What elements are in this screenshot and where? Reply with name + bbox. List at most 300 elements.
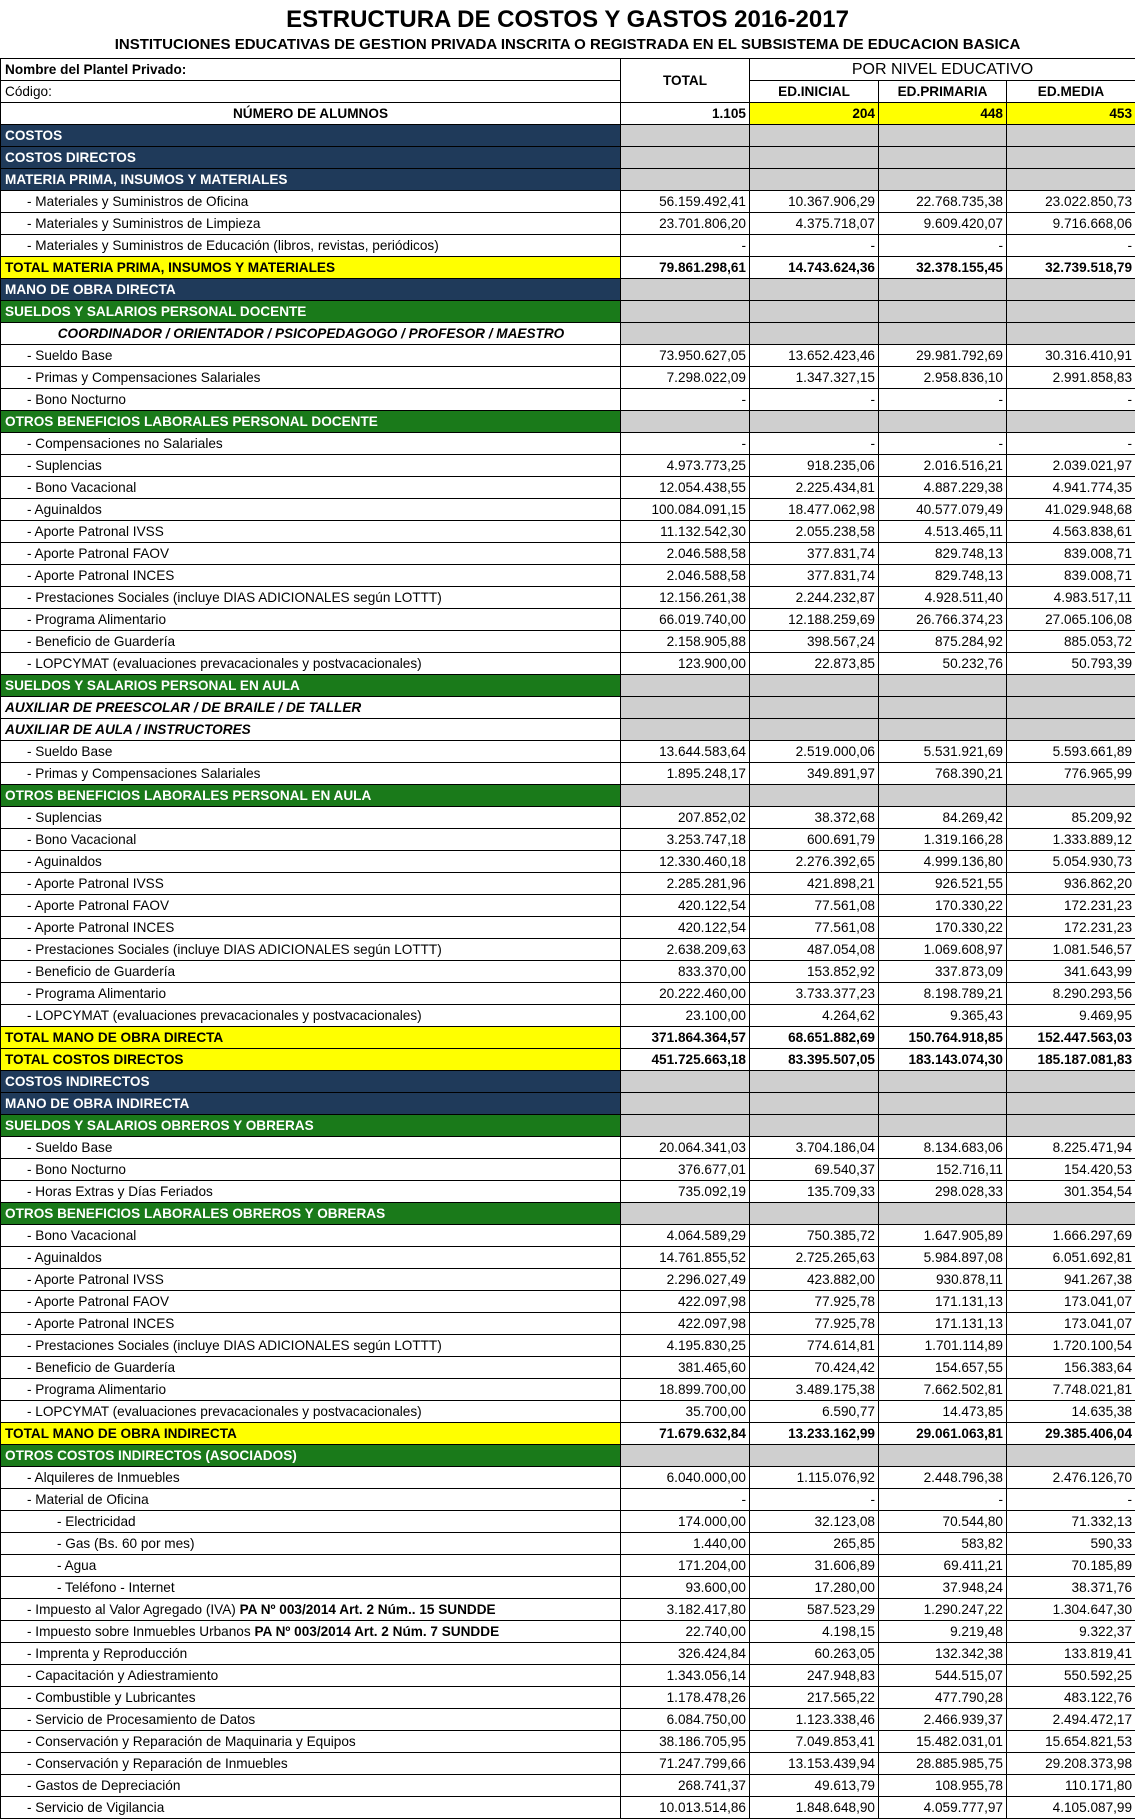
value-cell: 2.991.858,83 [1007, 367, 1135, 389]
empty-cell [621, 169, 750, 191]
value-cell: 371.864.364,57 [621, 1027, 750, 1049]
value-cell: 71.247.799,66 [621, 1753, 750, 1775]
value-cell: 26.766.374,23 [879, 609, 1007, 631]
value-cell: 268.741,37 [621, 1775, 750, 1797]
table-row [1, 301, 1135, 323]
value-cell: 829.748,13 [879, 543, 1007, 565]
value-cell: 936.862,20 [1007, 873, 1135, 895]
value-cell: 152.447.563,03 [1007, 1027, 1135, 1049]
table-row [1, 1753, 1135, 1775]
line-item-label: - Gas (Bs. 60 por mes) [1, 1533, 621, 1555]
empty-cell [879, 1445, 1007, 1467]
line-item-label: - Aporte Patronal INCES [1, 565, 621, 587]
line-item-label: - Materiales y Suministros de Limpieza [1, 213, 621, 235]
value-cell: 600.691,79 [750, 829, 879, 851]
value-cell: 7.049.853,41 [750, 1731, 879, 1753]
line-item-label: - Aguinaldos [1, 851, 621, 873]
value-cell: 69.411,21 [879, 1555, 1007, 1577]
value-cell: 5.531.921,69 [879, 741, 1007, 763]
value-cell: 84.269,42 [879, 807, 1007, 829]
line-item-label: - Teléfono - Internet [1, 1577, 621, 1599]
subsection-header: OTROS BENEFICIOS LABORALES PERSONAL DOCENTE [1, 411, 621, 433]
value-cell: 79.861.298,61 [621, 257, 750, 279]
line-item-label: - Aguinaldos [1, 499, 621, 521]
value-cell: 247.948,83 [750, 1665, 879, 1687]
empty-cell [621, 323, 750, 345]
table-row [1, 719, 1135, 741]
value-cell: 6.040.000,00 [621, 1467, 750, 1489]
line-item-label: - Materiales y Suministros de Educación (libros, revistas, periódicos) [1, 235, 621, 257]
table-row [1, 939, 1135, 961]
value-cell: 477.790,28 [879, 1687, 1007, 1709]
value-cell: 1.895.248,17 [621, 763, 750, 785]
value-cell: 829.748,13 [879, 565, 1007, 587]
value-cell: 40.577.079,49 [879, 499, 1007, 521]
alumnos-primaria: 448 [879, 103, 1007, 125]
empty-cell [621, 1445, 750, 1467]
col-header-primaria: ED.PRIMARIA [879, 81, 1007, 103]
value-cell: 14.635,38 [1007, 1401, 1135, 1423]
table-row [1, 125, 1135, 147]
value-cell: 15.654.821,53 [1007, 1731, 1135, 1753]
empty-cell [750, 169, 879, 191]
value-cell: - [879, 433, 1007, 455]
table-row [1, 1577, 1135, 1599]
table-row [1, 411, 1135, 433]
document-subtitle: INSTITUCIONES EDUCATIVAS DE GESTION PRIVADA INSCRITA O REGISTRADA EN EL SUBSISTEMA DE EDUCACION BASICA [0, 36, 1135, 58]
col-header-inicial: ED.INICIAL [750, 81, 879, 103]
empty-cell [879, 323, 1007, 345]
total-label: TOTAL MATERIA PRIMA, INSUMOS Y MATERIALES [1, 257, 621, 279]
subsection-header: OTROS BENEFICIOS LABORALES PERSONAL EN AULA [1, 785, 621, 807]
table-row [1, 1731, 1135, 1753]
table-row [1, 1005, 1135, 1027]
table-row [1, 587, 1135, 609]
value-cell: 420.122,54 [621, 895, 750, 917]
value-cell: 926.521,55 [879, 873, 1007, 895]
value-cell: 422.097,98 [621, 1313, 750, 1335]
value-cell: 66.019.740,00 [621, 609, 750, 631]
total-label: TOTAL COSTOS DIRECTOS [1, 1049, 621, 1071]
line-item-label: - Beneficio de Guardería [1, 961, 621, 983]
value-cell: 341.643,99 [1007, 961, 1135, 983]
empty-cell [879, 169, 1007, 191]
table-row [1, 1335, 1135, 1357]
line-item-label: - Aporte Patronal FAOV [1, 1291, 621, 1313]
line-item-label: - Aporte Patronal INCES [1, 917, 621, 939]
value-cell: 29.208.373,98 [1007, 1753, 1135, 1775]
value-cell: 4.887.229,38 [879, 477, 1007, 499]
table-row [1, 653, 1135, 675]
subsection-header: OTROS BENEFICIOS LABORALES OBREROS Y OBRERAS [1, 1203, 621, 1225]
value-cell: 14.761.855,52 [621, 1247, 750, 1269]
value-cell: 1.848.648,90 [750, 1797, 879, 1819]
subsection-header: OTROS COSTOS INDIRECTOS (ASOCIADOS) [1, 1445, 621, 1467]
empty-cell [1007, 1445, 1135, 1467]
value-cell: 487.054,08 [750, 939, 879, 961]
value-cell: 23.100,00 [621, 1005, 750, 1027]
value-cell: 156.383,64 [1007, 1357, 1135, 1379]
empty-cell [750, 125, 879, 147]
line-item-label: - Programa Alimentario [1, 983, 621, 1005]
value-cell: 1.440,00 [621, 1533, 750, 1555]
value-cell: 2.039.021,97 [1007, 455, 1135, 477]
value-cell: 20.064.341,03 [621, 1137, 750, 1159]
empty-cell [1007, 125, 1135, 147]
table-row [1, 675, 1135, 697]
value-cell: 2.476.126,70 [1007, 1467, 1135, 1489]
value-cell: 77.561,08 [750, 917, 879, 939]
value-cell: 839.008,71 [1007, 565, 1135, 587]
line-item-label: - Suplencias [1, 455, 621, 477]
line-item-label: - Impuesto sobre Inmuebles Urbanos PA Nº 003/2014 Art. 2 Núm. 7 SUNDDE [1, 1621, 621, 1643]
line-item-label: - Aporte Patronal FAOV [1, 895, 621, 917]
value-cell: 153.852,92 [750, 961, 879, 983]
empty-cell [1007, 1203, 1135, 1225]
value-cell: 590,33 [1007, 1533, 1135, 1555]
value-cell: 12.156.261,38 [621, 587, 750, 609]
value-cell: 9.322,37 [1007, 1621, 1135, 1643]
value-cell: 1.333.889,12 [1007, 829, 1135, 851]
value-cell: 22.873,85 [750, 653, 879, 675]
value-cell: 50.232,76 [879, 653, 1007, 675]
empty-cell [750, 323, 879, 345]
empty-cell [879, 1093, 1007, 1115]
line-item-label: - Bono Nocturno [1, 389, 621, 411]
table-row [1, 1247, 1135, 1269]
value-cell: 154.657,55 [879, 1357, 1007, 1379]
value-cell: 875.284,92 [879, 631, 1007, 653]
value-cell: 1.720.100,54 [1007, 1335, 1135, 1357]
table-row [1, 1049, 1135, 1071]
value-cell: 12.188.259,69 [750, 609, 879, 631]
line-item-label: - Aporte Patronal IVSS [1, 873, 621, 895]
value-cell: 550.592,25 [1007, 1665, 1135, 1687]
table-row [1, 279, 1135, 301]
table-row [1, 1621, 1135, 1643]
value-cell: 29.981.792,69 [879, 345, 1007, 367]
empty-cell [1007, 785, 1135, 807]
line-item-label: - Aguinaldos [1, 1247, 621, 1269]
line-item-label: - Servicio de Procesamiento de Datos [1, 1709, 621, 1731]
empty-cell [1007, 1071, 1135, 1093]
table-row [1, 323, 1135, 345]
value-cell: 68.651.882,69 [750, 1027, 879, 1049]
line-item-label: - Alquileres de Inmuebles [1, 1467, 621, 1489]
value-cell: 2.519.000,06 [750, 741, 879, 763]
value-cell: 2.046.588,58 [621, 543, 750, 565]
value-cell: 9.716.668,06 [1007, 213, 1135, 235]
value-cell: 1.319.166,28 [879, 829, 1007, 851]
value-cell: 1.290.247,22 [879, 1599, 1007, 1621]
value-cell: 4.264,62 [750, 1005, 879, 1027]
value-cell: 13.233.162,99 [750, 1423, 879, 1445]
value-cell: 135.709,33 [750, 1181, 879, 1203]
empty-cell [879, 785, 1007, 807]
table-row [1, 1115, 1135, 1137]
value-cell: 3.489.175,38 [750, 1379, 879, 1401]
plantel-label: Nombre del Plantel Privado: [1, 59, 621, 81]
value-cell: 750.385,72 [750, 1225, 879, 1247]
table-row [1, 367, 1135, 389]
table-row [1, 1379, 1135, 1401]
empty-cell [1007, 675, 1135, 697]
empty-cell [750, 785, 879, 807]
value-cell: 171.131,13 [879, 1313, 1007, 1335]
value-cell: 930.878,11 [879, 1269, 1007, 1291]
value-cell: 4.563.838,61 [1007, 521, 1135, 543]
line-item-label: - Aporte Patronal INCES [1, 1313, 621, 1335]
value-cell: - [750, 1489, 879, 1511]
value-cell: 77.925,78 [750, 1313, 879, 1335]
value-cell: 38.372,68 [750, 807, 879, 829]
value-cell: - [621, 1489, 750, 1511]
value-cell: 2.494.472,17 [1007, 1709, 1135, 1731]
alumnos-total: 1.105 [621, 103, 750, 125]
table-row [1, 1027, 1135, 1049]
subsection-header: SUELDOS Y SALARIOS PERSONAL EN AULA [1, 675, 621, 697]
value-cell: 4.928.511,40 [879, 587, 1007, 609]
value-cell: 27.065.106,08 [1007, 609, 1135, 631]
value-cell: 1.647.905,89 [879, 1225, 1007, 1247]
value-cell: 77.925,78 [750, 1291, 879, 1313]
empty-cell [1007, 411, 1135, 433]
line-item-label: - Electricidad [1, 1511, 621, 1533]
value-cell: 2.016.516,21 [879, 455, 1007, 477]
line-item-label: - Primas y Compensaciones Salariales [1, 367, 621, 389]
empty-cell [621, 675, 750, 697]
value-cell: 13.644.583,64 [621, 741, 750, 763]
value-cell: 123.900,00 [621, 653, 750, 675]
table-row [1, 1555, 1135, 1577]
empty-cell [879, 719, 1007, 741]
empty-cell [621, 125, 750, 147]
total-label: TOTAL MANO DE OBRA INDIRECTA [1, 1423, 621, 1445]
line-item-label: - Sueldo Base [1, 741, 621, 763]
empty-cell [879, 675, 1007, 697]
table-row [1, 257, 1135, 279]
empty-cell [621, 301, 750, 323]
value-cell: 1.701.114,89 [879, 1335, 1007, 1357]
table-row [1, 169, 1135, 191]
table-row [1, 697, 1135, 719]
empty-cell [621, 785, 750, 807]
empty-cell [750, 1445, 879, 1467]
table-row [1, 895, 1135, 917]
value-cell: 50.793,39 [1007, 653, 1135, 675]
line-item-label: - Programa Alimentario [1, 1379, 621, 1401]
empty-cell [1007, 697, 1135, 719]
value-cell: 774.614,81 [750, 1335, 879, 1357]
value-cell: 170.330,22 [879, 895, 1007, 917]
table-row [1, 807, 1135, 829]
codigo-label: Código: [1, 81, 621, 103]
table-row [1, 1423, 1135, 1445]
value-cell: 32.739.518,79 [1007, 257, 1135, 279]
value-cell: 918.235,06 [750, 455, 879, 477]
table-row [1, 1203, 1135, 1225]
value-cell: 71.332,13 [1007, 1511, 1135, 1533]
empty-cell [879, 125, 1007, 147]
value-cell: 4.059.777,97 [879, 1797, 1007, 1819]
value-cell: 13.652.423,46 [750, 345, 879, 367]
value-cell: 172.231,23 [1007, 917, 1135, 939]
value-cell: 377.831,74 [750, 543, 879, 565]
table-row [1, 917, 1135, 939]
value-cell: 2.046.588,58 [621, 565, 750, 587]
value-cell: 4.105.087,99 [1007, 1797, 1135, 1819]
empty-cell [879, 697, 1007, 719]
empty-cell [621, 697, 750, 719]
value-cell: 6.084.750,00 [621, 1709, 750, 1731]
value-cell: - [750, 389, 879, 411]
table-row [1, 1093, 1135, 1115]
table-row [1, 345, 1135, 367]
value-cell: 5.984.897,08 [879, 1247, 1007, 1269]
value-cell: 37.948,24 [879, 1577, 1007, 1599]
value-cell: 38.371,76 [1007, 1577, 1135, 1599]
table-row [1, 983, 1135, 1005]
value-cell: - [1007, 1489, 1135, 1511]
value-cell: 49.613,79 [750, 1775, 879, 1797]
empty-cell [750, 1115, 879, 1137]
value-cell: 1.081.546,57 [1007, 939, 1135, 961]
total-column-header: TOTAL [621, 59, 750, 103]
value-cell: 583,82 [879, 1533, 1007, 1555]
table-row [1, 609, 1135, 631]
value-cell: - [1007, 433, 1135, 455]
line-item-label: - Prestaciones Sociales (incluye DIAS ADICIONALES según LOTTT) [1, 939, 621, 961]
table-row [1, 1071, 1135, 1093]
value-cell: 422.097,98 [621, 1291, 750, 1313]
value-cell: 2.638.209,63 [621, 939, 750, 961]
value-cell: 150.764.918,85 [879, 1027, 1007, 1049]
value-cell: 173.041,07 [1007, 1291, 1135, 1313]
table-row [1, 631, 1135, 653]
empty-cell [879, 1115, 1007, 1137]
value-cell: 7.298.022,09 [621, 367, 750, 389]
section-header: COSTOS INDIRECTOS [1, 1071, 621, 1093]
value-cell: - [879, 389, 1007, 411]
value-cell: 1.069.608,97 [879, 939, 1007, 961]
line-item-label: - Compensaciones no Salariales [1, 433, 621, 455]
table-row [1, 741, 1135, 763]
value-cell: 3.182.417,80 [621, 1599, 750, 1621]
value-cell: 1.343.056,14 [621, 1665, 750, 1687]
table-row [1, 1225, 1135, 1247]
alumnos-inicial: 204 [750, 103, 879, 125]
empty-cell [621, 411, 750, 433]
value-cell: 587.523,29 [750, 1599, 879, 1621]
line-item-label: - Materiales y Suministros de Oficina [1, 191, 621, 213]
table-row [1, 543, 1135, 565]
line-item-label: - Primas y Compensaciones Salariales [1, 763, 621, 785]
empty-cell [879, 279, 1007, 301]
table-row [1, 389, 1135, 411]
value-cell: 3.733.377,23 [750, 983, 879, 1005]
value-cell: 18.477.062,98 [750, 499, 879, 521]
value-cell: 421.898,21 [750, 873, 879, 895]
value-cell: 2.466.939,37 [879, 1709, 1007, 1731]
value-cell: 207.852,02 [621, 807, 750, 829]
value-cell: 171.131,13 [879, 1291, 1007, 1313]
empty-cell [1007, 169, 1135, 191]
line-item-label: - Conservación y Reparación de Maquinaria y Equipos [1, 1731, 621, 1753]
value-cell: 31.606,89 [750, 1555, 879, 1577]
value-cell: 28.885.985,75 [879, 1753, 1007, 1775]
empty-cell [621, 279, 750, 301]
line-item-label: - Servicio de Vigilancia [1, 1797, 621, 1819]
value-cell: 265,85 [750, 1533, 879, 1555]
line-item-label: - Aporte Patronal IVSS [1, 1269, 621, 1291]
empty-cell [879, 301, 1007, 323]
value-cell: 170.330,22 [879, 917, 1007, 939]
value-cell: 381.465,60 [621, 1357, 750, 1379]
position-group-label: AUXILIAR DE AULA / INSTRUCTORES [1, 719, 621, 741]
value-cell: 15.482.031,01 [879, 1731, 1007, 1753]
line-item-label: - LOPCYMAT (evaluaciones prevacacionales y postvacacionales) [1, 1005, 621, 1027]
value-cell: 30.316.410,91 [1007, 345, 1135, 367]
value-cell: - [621, 433, 750, 455]
value-cell: 174.000,00 [621, 1511, 750, 1533]
value-cell: 4.941.774,35 [1007, 477, 1135, 499]
value-cell: 3.704.186,04 [750, 1137, 879, 1159]
value-cell: 69.540,37 [750, 1159, 879, 1181]
value-cell: 77.561,08 [750, 895, 879, 917]
value-cell: 152.716,11 [879, 1159, 1007, 1181]
value-cell: 20.222.460,00 [621, 983, 750, 1005]
empty-cell [879, 1203, 1007, 1225]
value-cell: 2.448.796,38 [879, 1467, 1007, 1489]
table-row [1, 1687, 1135, 1709]
value-cell: 423.882,00 [750, 1269, 879, 1291]
table-row [1, 1533, 1135, 1555]
cost-structure-table [0, 58, 1135, 1819]
value-cell: 100.084.091,15 [621, 499, 750, 521]
table-row [1, 147, 1135, 169]
value-cell: 14.473,85 [879, 1401, 1007, 1423]
line-item-label: - Horas Extras y Días Feriados [1, 1181, 621, 1203]
line-item-label: - Sueldo Base [1, 1137, 621, 1159]
line-item-label: - Bono Vacacional [1, 477, 621, 499]
value-cell: 29.385.406,04 [1007, 1423, 1135, 1445]
table-row [1, 1643, 1135, 1665]
section-header: COSTOS [1, 125, 621, 147]
value-cell: 14.743.624,36 [750, 257, 879, 279]
table-row [1, 851, 1135, 873]
value-cell: 23.701.806,20 [621, 213, 750, 235]
line-item-label: - Aporte Patronal FAOV [1, 543, 621, 565]
table-row [1, 1599, 1135, 1621]
value-cell: 133.819,41 [1007, 1643, 1135, 1665]
table-row [1, 1357, 1135, 1379]
value-cell: 35.700,00 [621, 1401, 750, 1423]
line-item-label: - LOPCYMAT (evaluaciones prevacacionales y postvacacionales) [1, 653, 621, 675]
empty-cell [1007, 279, 1135, 301]
table-row [1, 873, 1135, 895]
value-cell: 70.185,89 [1007, 1555, 1135, 1577]
value-cell: 217.565,22 [750, 1687, 879, 1709]
line-item-label: - Suplencias [1, 807, 621, 829]
value-cell: 1.115.076,92 [750, 1467, 879, 1489]
value-cell: 301.354,54 [1007, 1181, 1135, 1203]
value-cell: 8.134.683,06 [879, 1137, 1007, 1159]
value-cell: 4.064.589,29 [621, 1225, 750, 1247]
value-cell: 71.679.632,84 [621, 1423, 750, 1445]
value-cell: 2.725.265,63 [750, 1247, 879, 1269]
value-cell: 7.662.502,81 [879, 1379, 1007, 1401]
table-row [1, 1137, 1135, 1159]
